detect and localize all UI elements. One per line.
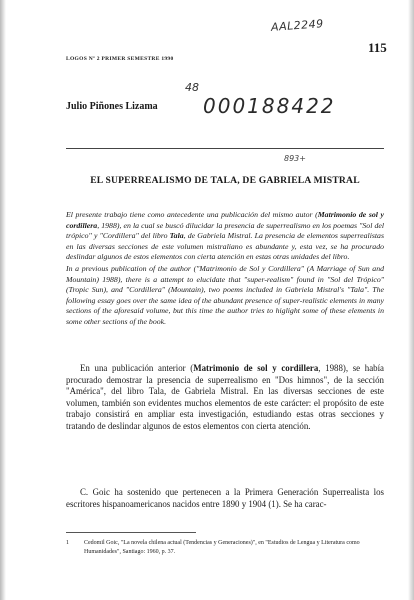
author-name: Julio Piñones Lizama bbox=[66, 101, 158, 112]
page-number: 115 bbox=[368, 40, 387, 55]
abstract-english: In a previous publication of the author ("Matrimonio de Sol y Cordillera" (A Marriage of Sun and Mountain) 1988), there is a attempt to elucidate that "super-realism" found in "Sol del Trópico" (Tropic Sun), and "Cordillera" (Mountain), two poems included in Gabriela Mistral's "Tala". The following essay goes over the same idea of the abundant presence of super-realistic elements in many sections of the aforesaid volume, but this time the author tries to higlight some of these elements in some other sections of the book. bbox=[66, 264, 384, 326]
handwritten-catalog-number: 000188422 bbox=[203, 94, 336, 118]
footnote-text: Cedomil Goic, "La novela chilena actual (Tendencias y Generaciones)", en "Estudios de Lengua y Literatura como Humanidades", Santiago: 1960, p. 37. bbox=[84, 540, 360, 555]
title-rule bbox=[66, 148, 384, 149]
handwritten-number: 48 bbox=[185, 81, 199, 94]
footnote-rule bbox=[66, 532, 196, 533]
footnote bbox=[66, 539, 384, 556]
body-paragraph-1: En una publicación anterior (Matrimonio de sol y cordillera, 1988), se había procurado demostrar la presencia de superrealismo en "Dos himnos", de la sección "América", del libro Tala, de Gabriela Mistral. En las diversas secciones de este volumen, también son evidentes muchos elementos de este carácter: el propósito de este trabajo consistirá en ampliar esta investigación, estudiando estas otras secciones y tratando de deslindar algunos de estos elementos con cierta atención. bbox=[66, 363, 384, 431]
footnote-number: 1 bbox=[66, 540, 69, 546]
running-head: LOGOS Nº 2 PRIMER SEMESTRE 1990 bbox=[66, 56, 174, 62]
handwritten-page-note: 893+ bbox=[284, 154, 306, 163]
scan-edge-right bbox=[408, 0, 414, 600]
body-paragraph-2: C. Goic ha sostenido que pertenecen a la Primera Generación Superrealista los escritores hispanoamericanos nacidos entre 1890 y 1904 (1). Se ha carac- bbox=[66, 487, 384, 509]
abstract-spanish: El presente trabajo tiene como antecedente una publicación del mismo autor (Matrimonio de sol y cordillera, 1988), en la cual se buscó dilucidar la presencia de superrealismo en los poemas "Sol del trópico" y "Cordillera" del libro Tala, de Gabriela Mistral. La presencia de elementos superrealistas en las diversas secciones de este volumen mistraliano es abundante y, esta vez, se ha procurado deslindar algunos de estos elementos con cierta atención en estas otras unidades del libro. bbox=[66, 210, 385, 261]
handwritten-accession-number: AAL2249 bbox=[270, 17, 325, 34]
article-title: EL SUPERREALISMO DE TALA, DE GABRIELA MISTRAL bbox=[90, 175, 360, 186]
scan-edge-left bbox=[0, 0, 6, 600]
